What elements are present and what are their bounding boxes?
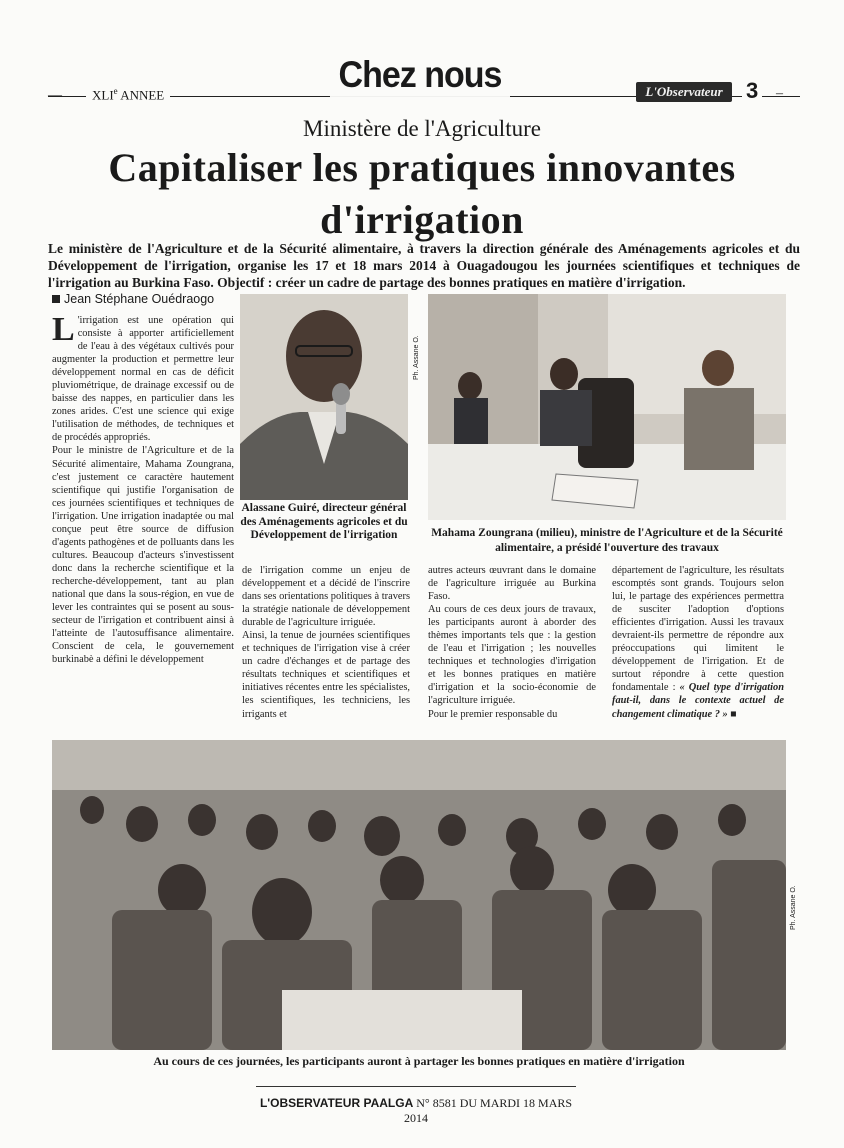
article-column-2 bbox=[242, 564, 410, 721]
paragraph: Au cours de ces deux jours de travaux, les participants auront à aborder des thèmes importants tels que : la gestion de l'eau et l'irrigation ; les nouvelles techniques et technologies d'irrigation et les bonnes pratiques en matière d'irrigation et la socio-économie de l'agriculture irriguée. bbox=[428, 604, 596, 707]
paragraph: de l'irrigation comme un enjeu de développement et a décidé de l'inscrire dans ses orientations politiques à travers la stratégie nationale de développement durable de l'agriculture irriguée. bbox=[242, 565, 410, 629]
edition-year: XLIe ANNEE bbox=[86, 86, 170, 103]
photo-caption-audience: Au cours de ces journées, les participants auront à partager les bonnes pratiques en matière d'irrigation bbox=[153, 1054, 685, 1068]
header-dash: — bbox=[48, 88, 62, 103]
page-number: 3 bbox=[742, 78, 762, 104]
section-title: Chez nous bbox=[330, 54, 510, 97]
paragraph: autres acteurs œuvrant dans le domaine de l'agriculture irriguée au Burkina Faso. bbox=[428, 565, 596, 603]
paragraph: Ainsi, la tenue de journées scientifiques et techniques de l'irrigation vise à créer un cadre d'échanges et de partage des résultats techniques et scientifiques et initiatives récentes entre les spécialistes, les scientifiques, les techniciens, les irrigants et bbox=[242, 630, 410, 720]
article-lede: Le ministère de l'Agriculture et de la Sécurité alimentaire, à travers la direction générale des Aménagements agricoles et du Développement de l'irrigation, organise les 17 et 18 mars 2014 à Ouagadougou les journées scientifiques et techniques de l'irrigation au Burkina Faso. Objectif : créer un cadre de partage des bonnes pratiques en matière d'irrigation. bbox=[48, 241, 800, 290]
paragraph: Pour le premier responsable du bbox=[428, 708, 558, 720]
square-bullet-icon bbox=[52, 295, 60, 303]
end-mark: ■ bbox=[730, 708, 737, 720]
photo-caption-officials: Mahama Zoungrana (milieu), ministre de l'Agriculture et de la Sécurité alimentaire, a présidé l'ouverture des travaux bbox=[431, 527, 783, 554]
photo-portrait bbox=[240, 294, 408, 500]
photo-audience bbox=[52, 740, 786, 1050]
article-column-1 bbox=[52, 311, 234, 666]
article-column-3 bbox=[428, 564, 596, 721]
byline: Jean Stéphane Ouédraogo bbox=[52, 292, 214, 306]
paragraph: département de l'agriculture, les résultats escomptés sont grands. Toujours selon lui, le partage des expériences permettra de susciter l'adoption d'options efficientes d'irrigation. Aussi les travaux devraient-ils permettre de répondre aux préoccupations qui limitent le développement de l'irrigation. Et de surtout répondre à cette question fondamentale : bbox=[612, 565, 784, 694]
photo-credit: Ph. Assane O. bbox=[790, 885, 797, 930]
drop-cap: L bbox=[52, 311, 75, 348]
photo-credit: Ph. Assane O. bbox=[413, 335, 420, 380]
photo-caption-portrait: Alassane Guiré, directeur général des Aménagements agricoles et du Développement de l'irrigation bbox=[240, 502, 408, 541]
article-kicker: Ministère de l'Agriculture bbox=[303, 116, 541, 141]
footer-issue: L'OBSERVATEUR PAALGA N° 8581 DU MARDI 18 MARS 2014 bbox=[259, 1096, 573, 1125]
closing-quote: « Quel type d'irrigation faut-il, dans le contexte actuel de changement climatique ? » bbox=[612, 682, 784, 720]
header-dash-right: – bbox=[776, 86, 783, 101]
photo-officials-table bbox=[428, 294, 786, 520]
footer-rule bbox=[256, 1086, 576, 1087]
article-column-4 bbox=[612, 564, 784, 721]
newspaper-logo: L'Observateur bbox=[636, 82, 732, 102]
paragraph: Pour le ministre de l'Agriculture et de la Sécurité alimentaire, Mahama Zoungrana, c'est justement ce caractère hautement scientifique qui justifie l'organisation de ces journées scientifiques et techniques de l'irrigation. Une irrigation inadaptée ou mal conçue peut être source de diffusion d'agents pathogènes et de polluants dans les cultures. Beaucoup d'acteurs s'investissent donc dans la recherche scientifique et la recherche-développement, tant au plan national que dans la sous-région, en vue de lever les contraintes qui se posent au sous-secteur de l'irrigation et contribuent ainsi à l'atteinte de l'autosuffisance alimentaire. Conscient de cela, le gouvernement burkinabè a défini le développement bbox=[52, 445, 234, 666]
article-headline: Capitaliser les pratiques innovantes d'irrigation bbox=[108, 145, 736, 242]
paragraph: 'irrigation est une opération qui consiste à apporter artificiellement de l'eau à des végétaux cultivés pour augmenter la production et permettre leur développement normal en cas de déficit pluviométrique, de drainage excessif ou de baisse des nappes, en particulier dans les zones arides. C'est une science qui exige l'utilisation de méthodes, de techniques et de procédés appropriés. bbox=[52, 315, 234, 444]
